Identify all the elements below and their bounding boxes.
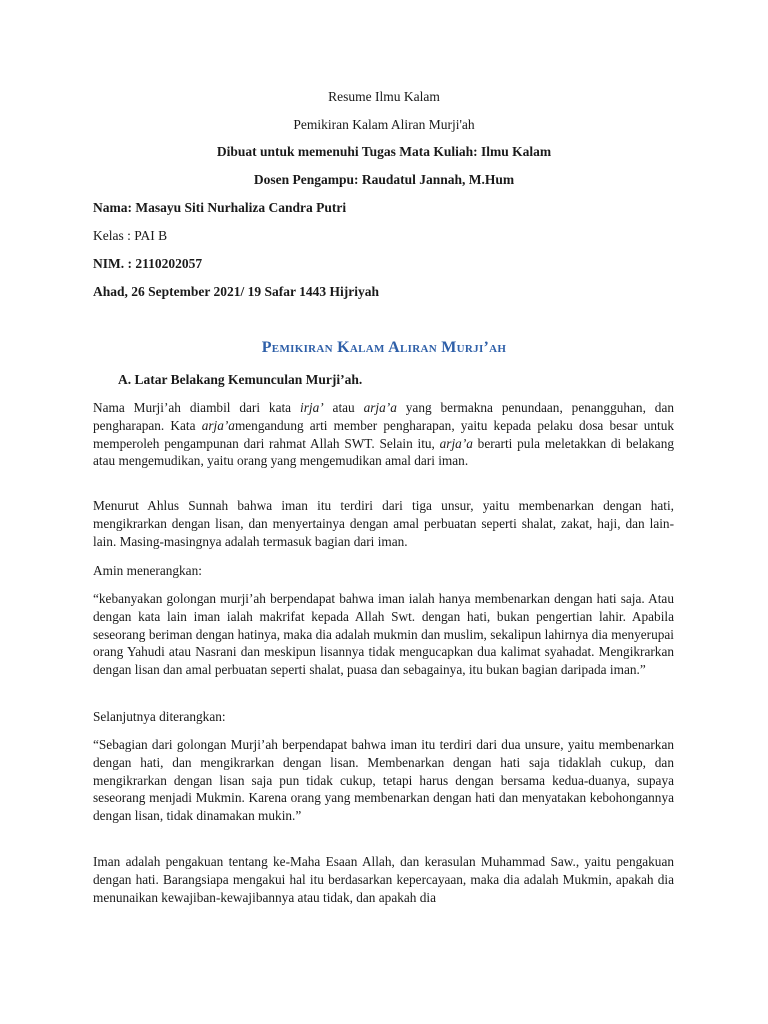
paragraph-iman-definition: Iman adalah pengakuan tentang ke-Maha Esaan Allah, dan kerasulan Muhammad Saw., yaitu pengakuan dengan hati. Barangsiapa mengakui hal itu berdasarkan kepercayaan, maka dia adalah Mukmin, apakah dia menunaikan kewajiban-kewajibannya atau tidak, dan apakah dia — [93, 854, 674, 905]
paragraph-ahlus-sunnah: Menurut Ahlus Sunnah bahwa iman itu terdiri dari tiga unsur, yaitu membenarkan dengan hati, mengikrarkan dengan lisan, dan menyertainya dengan amal perbuatan seperti shalat, zakat, haji, dan lain-lain. Masing-masingnya adalah termasuk bagian dari iman. — [93, 498, 674, 549]
section-subheading: A. Latar Belakang Kemunculan Murji’ah. — [118, 372, 363, 387]
term-arjaa: arja’a — [201, 417, 235, 433]
term-arjaa: arja’a — [439, 435, 473, 451]
document-purpose: Dibuat untuk memenuhi Tugas Mata Kuliah: Ilmu Kalam — [216, 144, 552, 159]
term-irja: irja’ — [300, 400, 324, 415]
paragraph-text: berarti pula meletakkan di belakang atau mengemudikan, yaitu orang yang mengemudikan amal dari iman. — [93, 435, 674, 469]
document-lecturer: Dosen Pengampu: Raudatul Jannah, M.Hum — [253, 172, 515, 187]
paragraph-text: mengandung arti member pengharapan, yaitu kepada pelaku dosa besar untuk memperoleh pengampunan dari rahmat Allah SWT. Selain itu, — [93, 417, 675, 451]
paragraph-amin-intro: Amin menerangkan: — [93, 563, 202, 578]
term-arjaa: arja’a — [363, 400, 397, 415]
quote-murjiah-two-elements: “Sebagian dari golongan Murji’ah berpendapat bahwa iman itu terdiri dari dua unsure, yaitu membenarkan dengan hati, dan mengikrarkan dengan lisan. Membenarkan dengan hati saja tidaklah cukup, dan mengikrarkan dengan lisan saja pun tidak cukup, tetapi harus dengan bersama kedua-duanya, supaya seseorang menjadi Mukmin. Karena orang yang membenarkan dengan hati dan menyatakan kebohongannya dengan lisan, tidak dinamakan mukin.” — [93, 737, 674, 824]
paragraph-next-intro: Selanjutnya diterangkan: — [93, 709, 226, 724]
paragraph-text: yang bermakna penundaan, penangguhan, dan pengharapan. Kata — [93, 400, 674, 433]
paragraph-text: atau — [323, 400, 364, 415]
paragraph-etymology — [93, 399, 674, 470]
document-topic: Pemikiran Kalam Aliran Murji'ah — [293, 117, 475, 132]
paragraph-text: Nama Murji’ah diambil dari kata — [93, 400, 300, 415]
student-name: Nama: Masayu Siti Nurhaliza Candra Putri — [93, 200, 347, 215]
document-title: Resume Ilmu Kalam — [328, 89, 440, 104]
submission-date: Ahad, 26 September 2021/ 19 Safar 1443 Hijriyah — [93, 284, 380, 299]
student-class: Kelas : PAI B — [93, 228, 168, 243]
student-nim: NIM. : 2110202057 — [93, 256, 203, 271]
section-heading: Pemikiran Kalam Aliran Murji’ah — [261, 339, 507, 356]
quote-amin: “kebanyakan golongan murji’ah berpendapat bahwa iman ialah hanya membenarkan dengan hati saja. Atau dengan kata lain iman ialah makrifat kepada Allah Swt. dengan hati, bukan pengertian lahir. Apabila seseorang beriman dengan hatinya, maka dia adalah mukmin dan muslim, sekalipun lahirnya dia menyerupai orang Yahudi atau Nasrani dan meskipun lisannya tidak mengucapkan dua kalimat syahadat. Mengikrarkan dengan lisan dan amal perbuatan seperti shalat, puasa dan sebagainya, itu bukan bagian daripada iman.” — [93, 591, 674, 678]
